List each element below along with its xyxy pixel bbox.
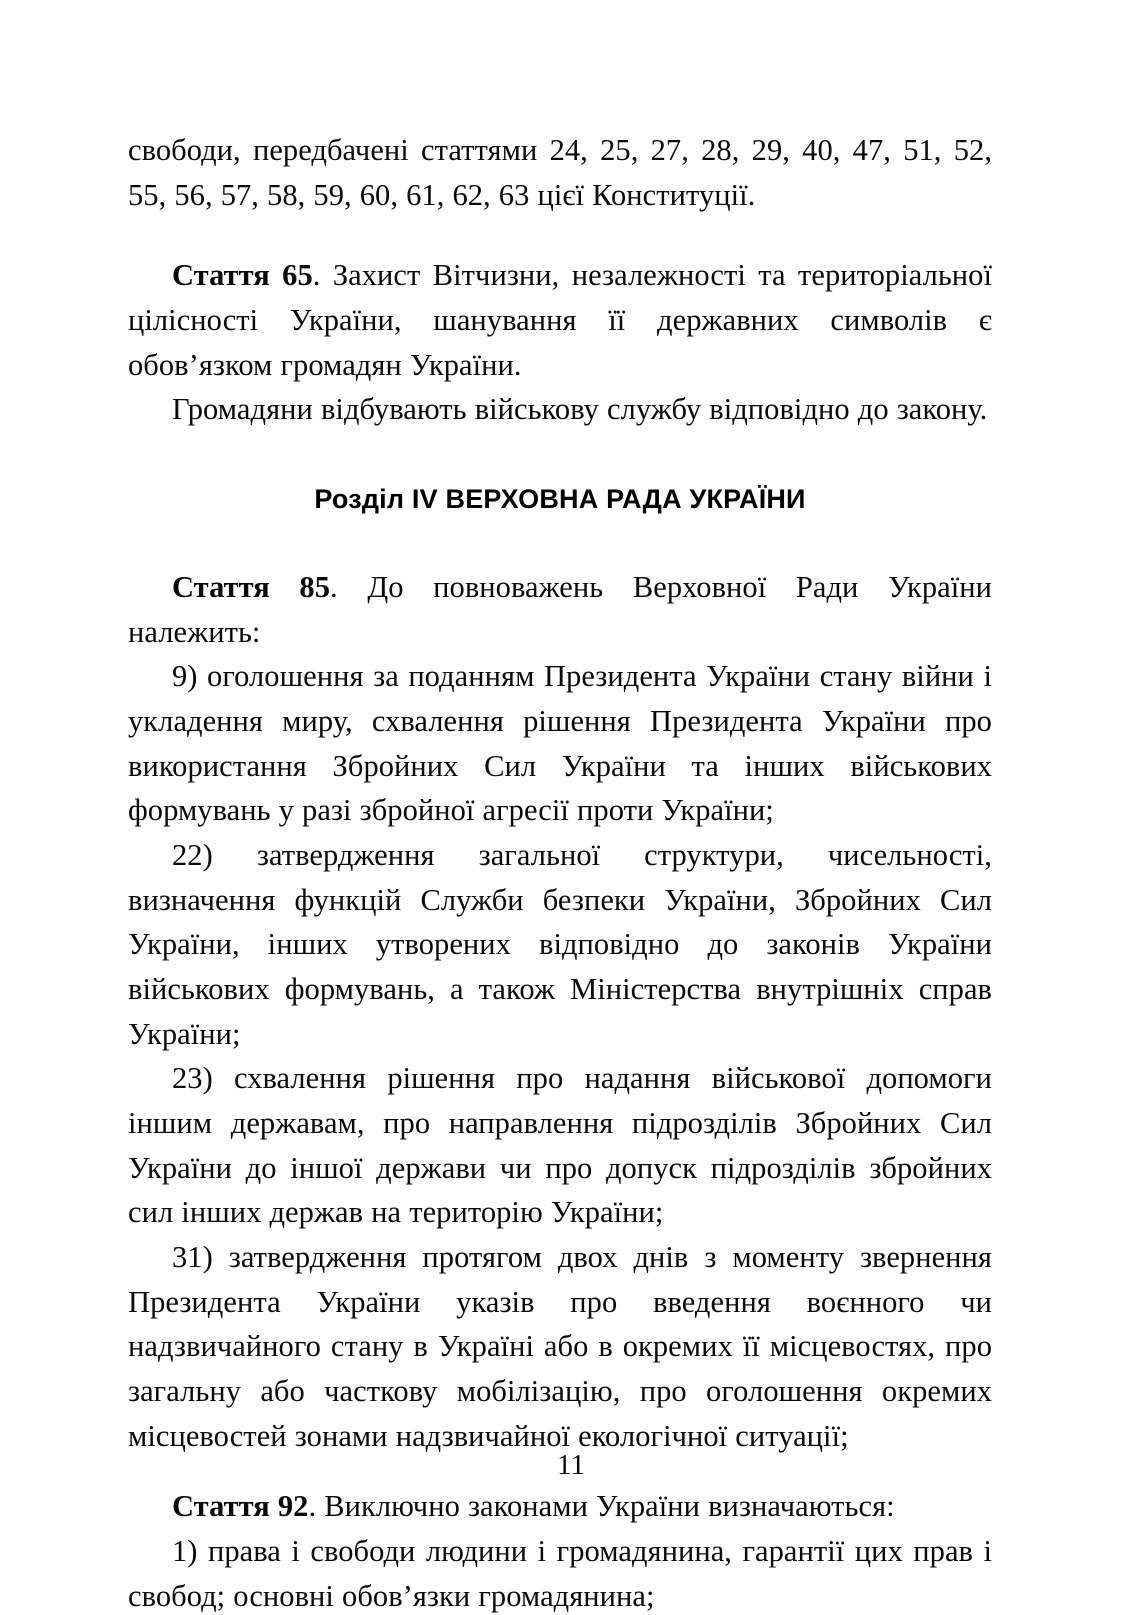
article-65-paragraph-2: Громадяни відбувають військову службу відповідно до закону. <box>172 392 988 427</box>
article-85-label: Стаття 85 <box>172 570 331 605</box>
spacer <box>128 432 992 484</box>
spacer <box>128 515 992 565</box>
article-65-label-suffix: . <box>312 258 333 293</box>
article-65-label: Стаття 65 <box>172 258 313 293</box>
article-85-lead-in-text: До повноважень Верховної Ради України належить: <box>128 570 993 649</box>
article-85-item-31: 31) затвердження протягом двох днів з моменту звернення Президента України указів про введення воєнного чи надзвичайного стану в Україні або в окремих її місцевостях, про загальну або часткову мобілізацію, про оголошення окремих місцевостей зонами надзвичайної екологічної ситуації; <box>128 1240 992 1453</box>
article-85-item-23: 23) схвалення рішення про надання військової допомоги іншим державам, про направлення підрозділів Збройних Сил України до іншої держави чи про допуск підрозділів збройних сил інших держав на територію України; <box>128 1061 992 1230</box>
article-92-item-1: 1) права і свободи людини і громадянина, гарантії цих прав і свобод; основні обов’язки громадянина; <box>128 1534 992 1613</box>
page-content <box>128 128 992 1615</box>
article-85-lead-in <box>128 565 992 654</box>
paragraph-continuation: свободи, передбачені статтями 24, 25, 27, 28, 29, 40, 47, 51, 52, 55, 56, 57, 58, 59, 60, 61, 62, 63 цієї Конституції. <box>128 133 992 212</box>
section-heading-rozdil-iv: Розділ IV ВЕРХОВНА РАДА УКРАЇНИ <box>314 484 806 515</box>
article-92-label: Стаття 92 <box>172 1489 309 1524</box>
article-65-text: Захист Вітчизни, незалежності та територіальної цілісності України, шанування її державних символів є обов’язком громадян України. <box>128 258 992 382</box>
spacer <box>128 217 992 253</box>
article-92-label-suffix: . <box>308 1489 325 1524</box>
article-85-item-22: 22) затвердження загальної структури, чисельності, визначення функцій Служби безпеки України, Збройних Сил України, інших утворених відповідно до законів України військових формувань, а також Міністерства внутрішніх справ України; <box>128 838 992 1051</box>
article-92-lead-in <box>128 1484 992 1529</box>
page-number: 11 <box>557 1449 585 1481</box>
article-65-paragraph <box>128 253 992 387</box>
article-92-lead-in-text: Виключно законами України визначаються: <box>324 1489 895 1524</box>
article-85-label-suffix: . <box>330 570 368 605</box>
article-85-item-9: 9) оголошення за поданням Президента України стану війни і укладення миру, схвалення рішення Президента України про використання Збройних Сил України та інших військових формувань у разі збройної агресії проти України; <box>128 659 992 828</box>
